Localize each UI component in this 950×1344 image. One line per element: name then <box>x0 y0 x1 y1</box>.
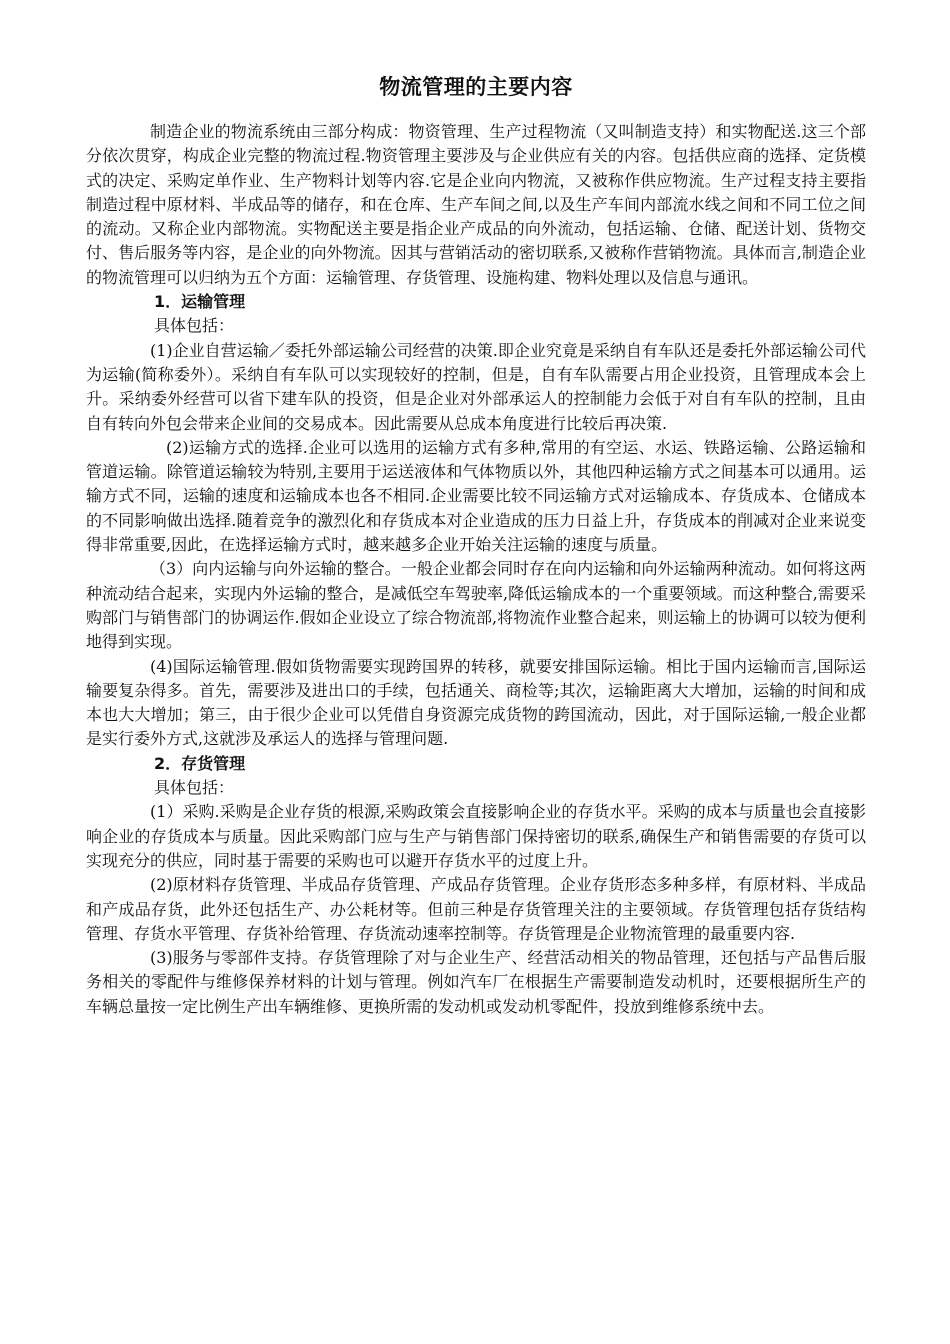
transport-item-2: (2)运输方式的选择.企业可以选用的运输方式有多种,常用的有空运、水运、铁路运输、公路运输和管道运输。除管道运输较为特别,主要用于运送液体和气体物质以外，其他四种运输方式之间基本可以通用。运输方式不同，运输的速度和运输成本也各不相同.企业需要比较不同运输方式对运输成本、存货成本、仓储成本的不同影响做出选择.随着竞争的激烈化和存货成本对企业造成的压力日益上升，存货成本的削减对企业来说变得非常重要,因此，在选择运输方式时，越来越多企业开始关注运输的速度与质量。 <box>86 437 866 555</box>
transport-item-1: (1)企业自营运输／委托外部运输公司经营的决策.即企业究竟是采纳自有车队还是委托外部运输公司代为运输(简称委外）。采纳自有车队可以实现较好的控制，但是，自有车队需要占用企业投资，且管理成本会上升。采纳委外经营可以省下建车队的投资，但是企业对外部承运人的控制能力会低于对自有车队的控制，且由自有转向外包会带来企业间的交易成本。因此需要从总成本角度进行比较后再决策. <box>86 340 866 433</box>
section-lead-inventory: 具体包括： <box>154 778 235 798</box>
section-heading-inventory: 2．存货管理 <box>154 753 246 773</box>
transport-item-3: （3）向内运输与向外运输的整合。一般企业都会同时存在向内运输和向外运输两种流动。如何将这两种流动结合起来，实现内外运输的整合，是减低空车驾驶率,降低运输成本的一个重要领域。而这种整合,需要采购部门与销售部门的协调运作.假如企业设立了综合物流部,将物流作业整合起来，则运输上的协调可以较为便利地得到实现。 <box>86 559 866 652</box>
intro-paragraph: 制造企业的物流系统由三部分构成：物资管理、生产过程物流（又叫制造支持）和实物配送.这三个部分依次贯穿，构成企业完整的物流过程.物资管理主要涉及与企业供应有关的内容。包括供应商的选择、定货模式的决定、采购定单作业、生产物料计划等内容.它是企业向内物流，又被称作供应物流。生产过程支持主要指制造过程中原材料、半成品等的储存，和在仓库、生产车间之间,以及生产车间内部流水线之间和不同工位之间的流动。又称企业内部物流。实物配送主要是指企业产成品的向外流动，包括运输、仓储、配送计划、货物交付、售后服务等内容，是企业的向外物流。因其与营销活动的密切联系,又被称作营销物流。具体而言,制造企业的物流管理可以归纳为五个方面：运输管理、存货管理、设施构建、物料处理以及信息与通讯。 <box>86 122 866 287</box>
transport-item-4: (4)国际运输管理.假如货物需要实现跨国界的转移，就要安排国际运输。相比于国内运输而言,国际运输要复杂得多。首先，需要涉及进出口的手续，包括通关、商检等;其次，运输距离大大增加，运输的时间和成本也大大增加；第三，由于很少企业可以凭借自身资源完成货物的跨国流动，因此，对于国际运输,一般企业都是实行委外方式,这就涉及承运人的选择与管理问题. <box>86 656 866 749</box>
page-title: 物流管理的主要内容 <box>379 75 573 99</box>
section-heading-transport: 1．运输管理 <box>154 292 246 312</box>
inventory-item-2: (2)原材料存货管理、半成品存货管理、产成品存货管理。企业存货形态多种多样，有原材料、半成品和产成品存货，此外还包括生产、办公耗材等。但前三种是存货管理关注的主要领域。存货管理包括存货结构管理、存货水平管理、存货补给管理、存货流动速率控制等。存货管理是企业物流管理的最重要内容. <box>86 875 866 943</box>
section-lead-transport: 具体包括： <box>154 316 235 336</box>
inventory-item-3: (3)服务与零部件支持。存货管理除了对与企业生产、经营活动相关的物品管理，还包括与产品售后服务相关的零配件与维修保养材料的计划与管理。例如汽车厂在根据生产需要制造发动机时，还要根据所生产的车辆总量按一定比例生产出车辆维修、更换所需的发动机或发动机零配件，投放到维修系统中去。 <box>86 948 866 1016</box>
inventory-item-1: (1）采购.采购是企业存货的根源,采购政策会直接影响企业的存货水平。采购的成本与质量也会直接影响企业的存货成本与质量。因此采购部门应与生产与销售部门保持密切的联系,确保生产和销售需要的存货可以实现充分的供应，同时基于需要的采购也可以避开存货水平的过度上升。 <box>86 802 866 870</box>
